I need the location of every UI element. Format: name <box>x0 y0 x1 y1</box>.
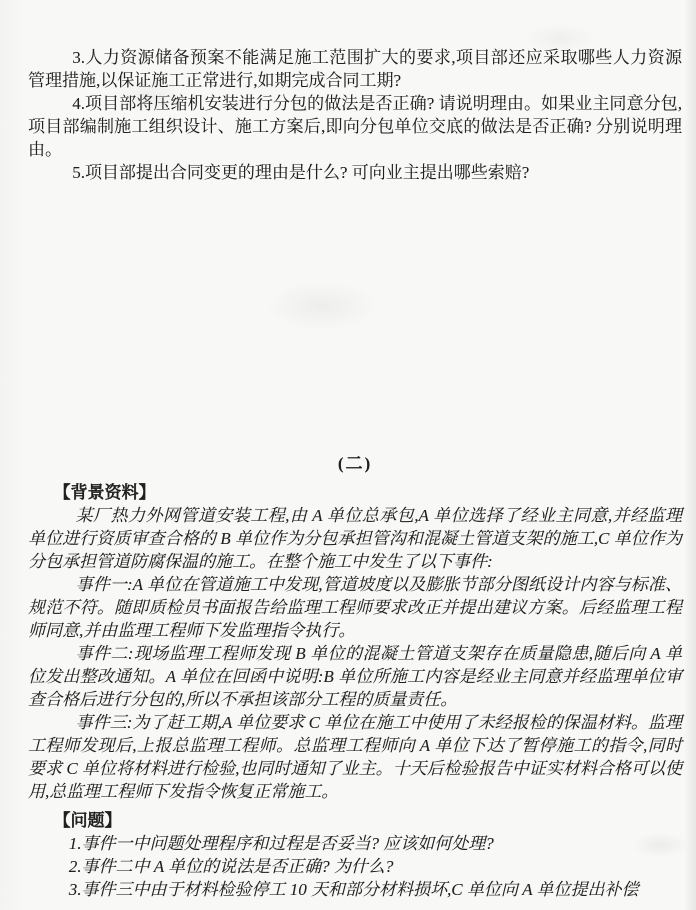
background-paragraph-event-3: 事件三:为了赶工期,A 单位要求 C 单位在施工中使用了未经报检的保温材料。监理工程师发现后,上报总监理工程师。总监理工程师向 A 单位下达了暂停施工的指令,同时要求 C 单位将材料进行检验,也同时通知了业主。十天后检验报告中证实材料合格可以使用,总监理工程师下发指令恢复正常施工。 <box>28 713 682 801</box>
question-item: 3.人力资源储备预案不能满足施工范围扩大的要求,项目部还应采取哪些人力资源管理措施,以保证施工正常进行,如期完成合同工期? <box>28 48 682 90</box>
question-item: 5.项目部提出合同变更的理由是什么? 可向业主提出哪些索赔? <box>72 163 530 182</box>
question-item: 3.事件三中由于材料检验停工 10 天和部分材料损坏,C 单位向 A 单位提出补偿 <box>68 880 639 899</box>
questions-label: 【问题】 <box>53 811 122 830</box>
question-item: 1.事件一中问题处理程序和过程是否妥当? 应该如何处理? <box>68 834 494 853</box>
bottom-questions-section <box>28 832 682 901</box>
page-text-block <box>0 46 696 901</box>
blank-space <box>28 184 682 452</box>
background-paragraph-event-2: 事件二:现场监理工程师发现 B 单位的混凝土管道支架存在质量隐患,随后向 A 单位发出整改通知。A 单位在回函中说明:B 单位所施工内容是经业主同意并经监理单位审查合格后进行分包的,所以不承担该部分工程的质量责任。 <box>28 644 682 709</box>
section-heading: (二) <box>337 454 373 473</box>
background-material-section <box>28 504 682 803</box>
background-paragraph-event-1: 事件一:A 单位在管道施工中发现,管道坡度以及膨胀节部分图纸设计内容与标准、规范不符。随即质检员书面报告给监理工程师要求改正并提出建议方案。后经监理工程师同意,并由监理工程师下发监理指令执行。 <box>28 575 682 640</box>
background-paragraph: 某厂热力外网管道安装工程,由 A 单位总承包,A 单位选择了经业主同意,并经监理单位进行资质审查合格的 B 单位作为分包承担管沟和混凝土管道支架的施工,C 单位作为分包承担管道防腐保温的施工。在整个施工中发生了以下事件: <box>28 506 682 571</box>
question-item: 2.事件二中 A 单位的说法是否正确? 为什么? <box>68 857 394 876</box>
background-material-label: 【背景资料】 <box>53 483 156 502</box>
question-item: 4.项目部将压缩机安装进行分包的做法是否正确? 请说明理由。如果业主同意分包,项目部编制施工组织设计、施工方案后,即向分包单位交底的做法是否正确? 分别说明理由。 <box>28 94 682 159</box>
top-questions-section <box>28 46 682 184</box>
